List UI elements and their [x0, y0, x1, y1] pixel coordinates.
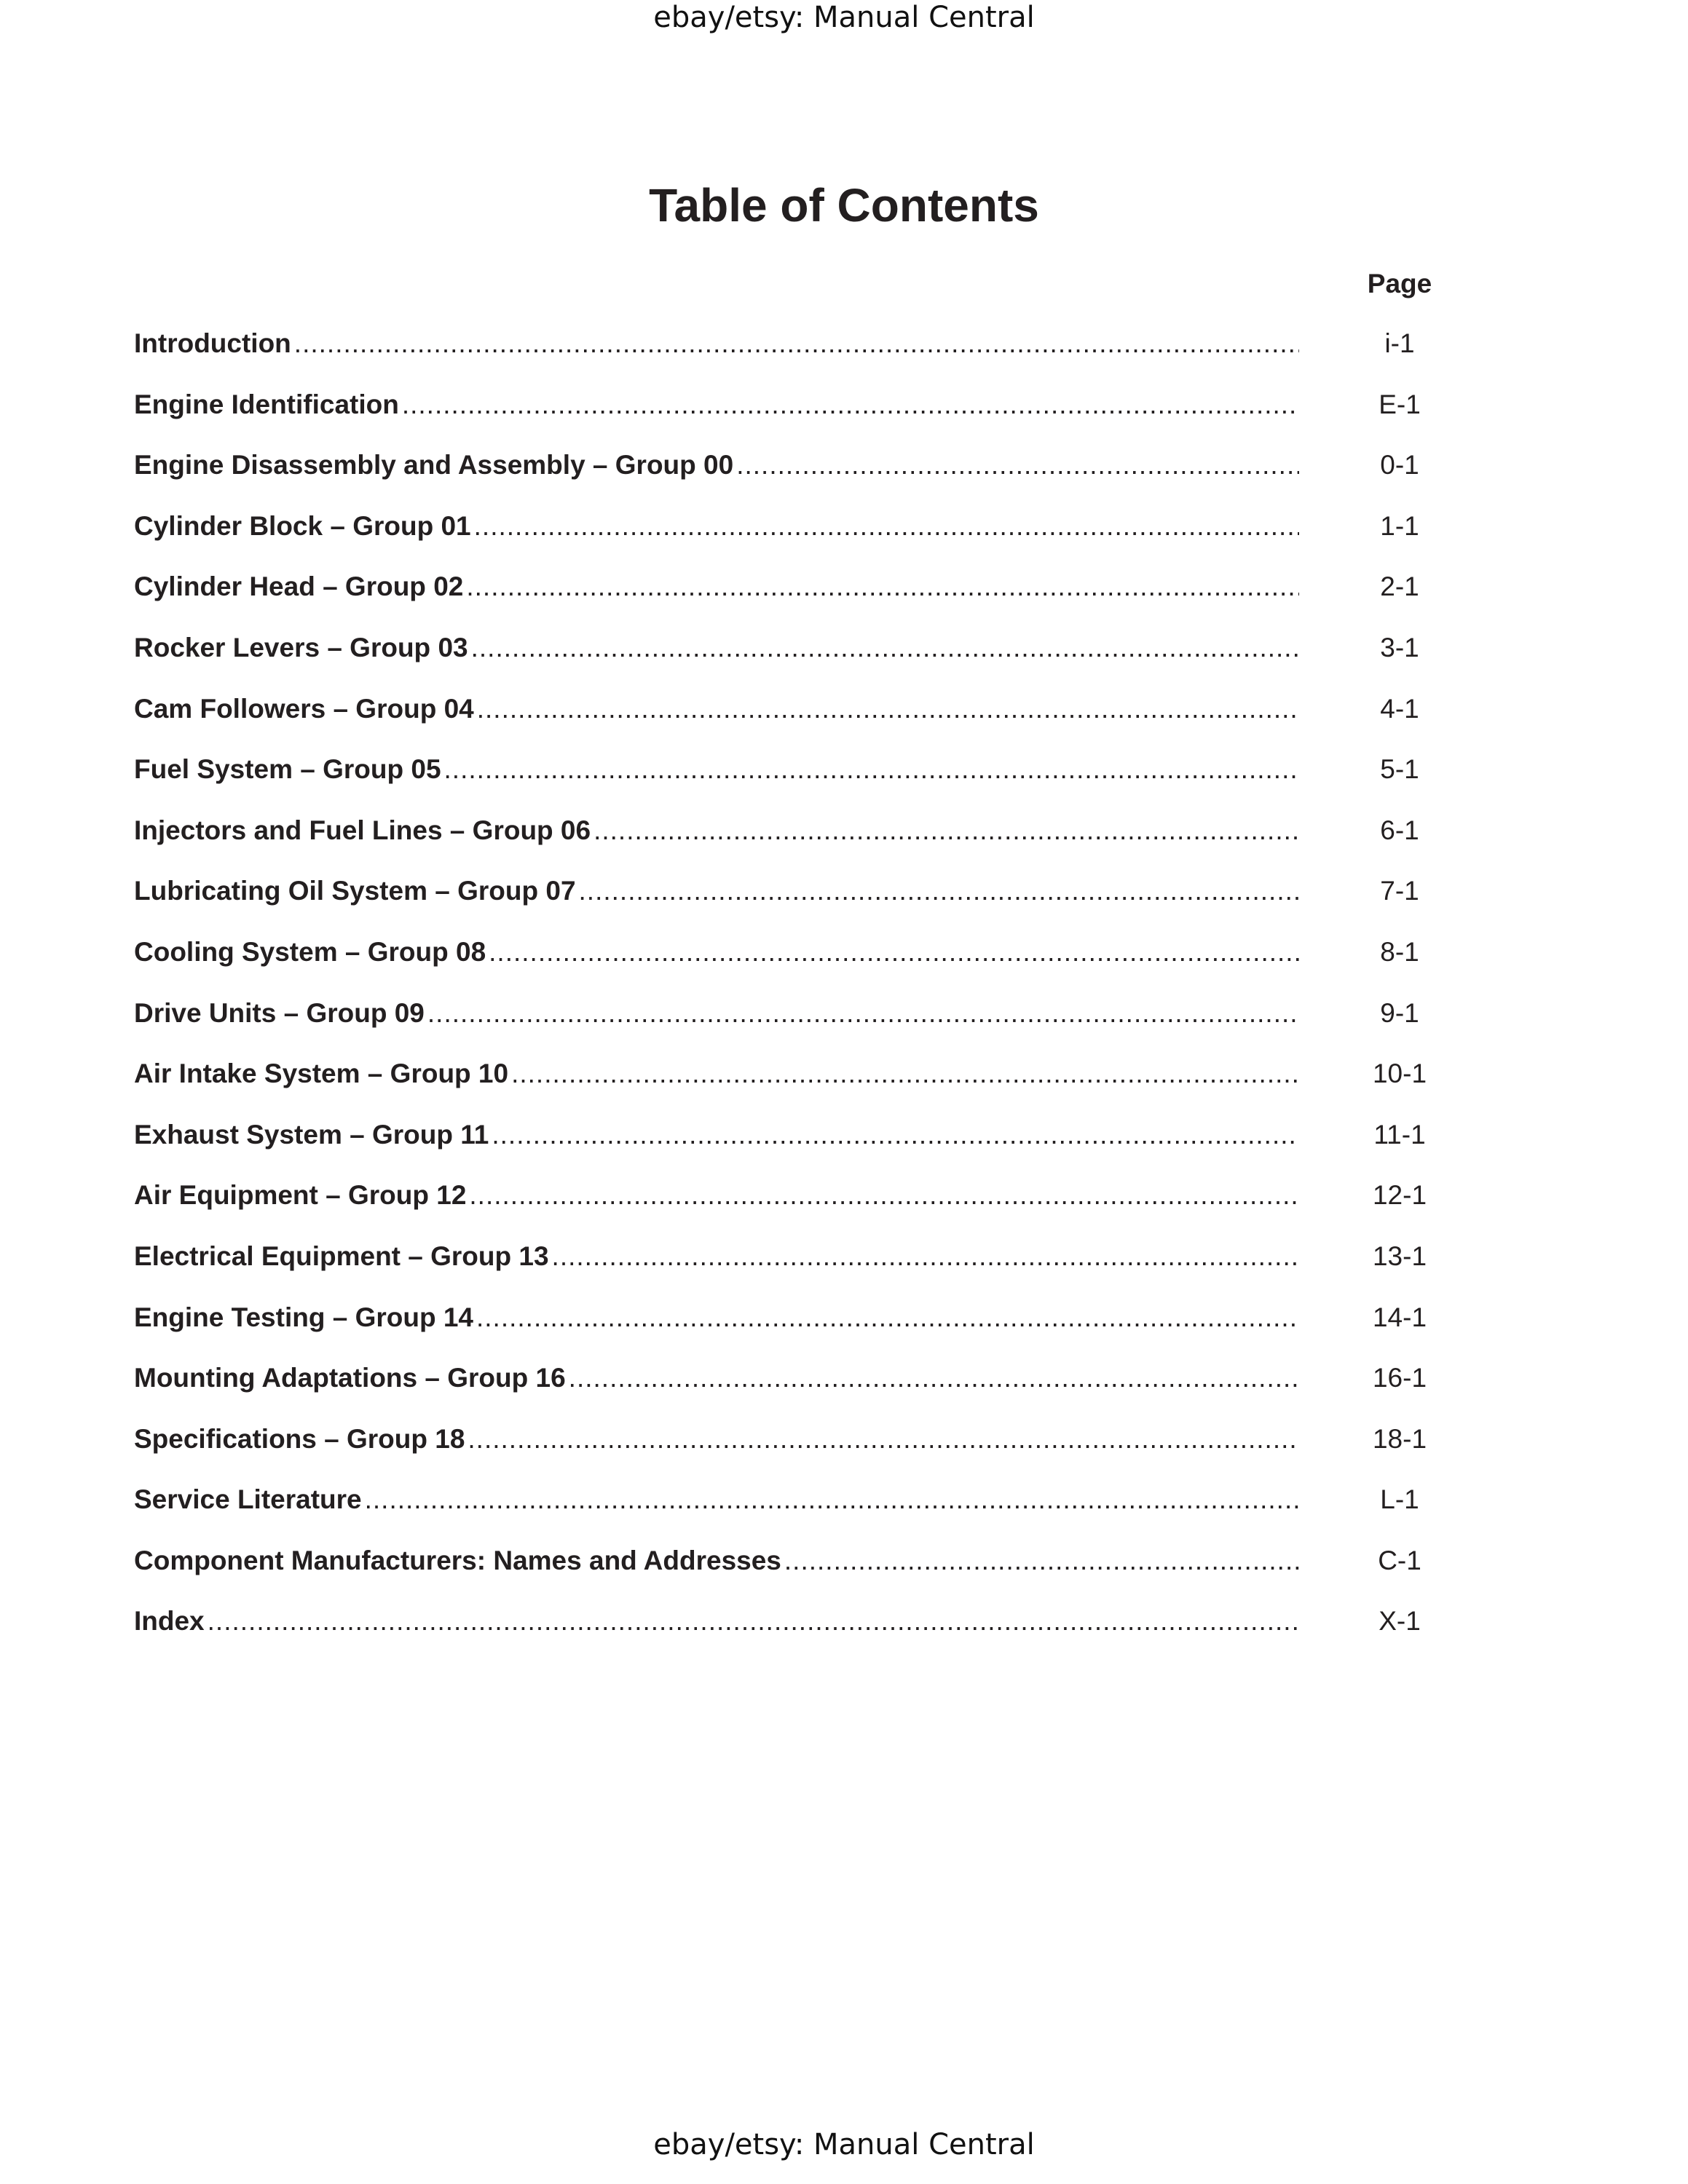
toc-entry-title: Air Equipment – Group 12 [134, 1179, 469, 1211]
dot-leader [736, 449, 1299, 481]
dot-leader [208, 1605, 1299, 1637]
toc-list [134, 328, 1474, 1666]
toc-entry-title: Engine Disassembly and Assembly – Group 00 [134, 449, 736, 481]
toc-entry-page: 16-1 [1372, 1363, 1427, 1393]
toc-entry-title: Component Manufacturers: Names and Addresses [134, 1545, 784, 1577]
dot-leader [471, 632, 1299, 664]
toc-entry-page: 1-1 [1380, 510, 1419, 541]
toc-entry-title: Specifications – Group 18 [134, 1423, 468, 1455]
toc-entry-page: L-1 [1380, 1484, 1419, 1515]
toc-entry-title: Cooling System – Group 08 [134, 936, 489, 968]
dot-leader [593, 815, 1299, 847]
toc-entry-page: 13-1 [1372, 1241, 1427, 1271]
toc-entry-page: 8-1 [1380, 936, 1419, 967]
toc-entry-page: C-1 [1378, 1545, 1421, 1575]
toc-entry-title: Rocker Levers – Group 03 [134, 632, 471, 664]
toc-entry-group-11[interactable] [134, 1119, 1474, 1180]
toc-entry-group-07[interactable] [134, 875, 1474, 936]
dot-leader [579, 875, 1299, 907]
dot-leader [444, 753, 1299, 786]
toc-entry-index[interactable] [134, 1605, 1474, 1666]
dot-leader [552, 1241, 1299, 1273]
toc-entry-introduction[interactable] [134, 328, 1474, 389]
dot-leader [365, 1484, 1299, 1516]
toc-entry-page: 14-1 [1372, 1302, 1427, 1332]
toc-entry-group-01[interactable] [134, 510, 1474, 571]
toc-entry-page: 6-1 [1380, 815, 1419, 845]
toc-entry-title: Fuel System – Group 05 [134, 753, 444, 786]
page-title: Table of Contents [649, 178, 1039, 232]
toc-entry-component-manufacturers[interactable] [134, 1545, 1474, 1606]
toc-entry-page: 7-1 [1380, 876, 1419, 906]
dot-leader [474, 510, 1299, 542]
toc-entry-group-05[interactable] [134, 753, 1474, 815]
dot-leader [468, 1423, 1299, 1455]
dot-leader [492, 1119, 1299, 1151]
toc-entry-page: 9-1 [1380, 997, 1419, 1028]
toc-entry-title: Engine Identification [134, 389, 402, 421]
toc-entry-group-12[interactable] [134, 1179, 1474, 1241]
dot-leader [466, 571, 1299, 603]
toc-entry-page: 10-1 [1372, 1059, 1427, 1089]
toc-entry-title: Mounting Adaptations – Group 16 [134, 1362, 569, 1394]
toc-entry-group-18[interactable] [134, 1423, 1474, 1484]
toc-entry-group-09[interactable] [134, 997, 1474, 1059]
dot-leader [476, 1302, 1299, 1334]
toc-entry-title: Cylinder Block – Group 01 [134, 510, 474, 542]
toc-entry-title: Engine Testing – Group 14 [134, 1302, 476, 1334]
toc-entry-page: i-1 [1384, 328, 1415, 358]
dot-leader [294, 328, 1299, 360]
toc-entry-group-08[interactable] [134, 936, 1474, 997]
watermark-top: ebay/etsy: Manual Central [653, 1, 1035, 34]
dot-leader [784, 1545, 1299, 1577]
toc-entry-service-literature[interactable] [134, 1484, 1474, 1545]
toc-entry-group-00[interactable] [134, 449, 1474, 510]
watermark-bottom: ebay/etsy: Manual Central [653, 2128, 1035, 2161]
dot-leader [477, 693, 1299, 725]
toc-entry-title: Drive Units – Group 09 [134, 997, 427, 1029]
toc-entry-title: Service Literature [134, 1484, 365, 1516]
toc-entry-title: Cam Followers – Group 04 [134, 693, 477, 725]
toc-entry-engine-identification[interactable] [134, 389, 1474, 450]
toc-entry-title: Introduction [134, 328, 294, 360]
toc-entry-title: Index [134, 1605, 208, 1637]
toc-entry-page: 3-1 [1380, 632, 1419, 662]
toc-entry-page: 0-1 [1380, 450, 1419, 480]
toc-entry-title: Air Intake System – Group 10 [134, 1058, 511, 1090]
toc-entry-title: Exhaust System – Group 11 [134, 1119, 492, 1151]
toc-entry-group-04[interactable] [134, 693, 1474, 754]
toc-entry-page: 4-1 [1380, 693, 1419, 724]
dot-leader [469, 1179, 1299, 1211]
dot-leader [569, 1362, 1299, 1394]
toc-entry-title: Cylinder Head – Group 02 [134, 571, 466, 603]
toc-entry-title: Lubricating Oil System – Group 07 [134, 875, 579, 907]
toc-entry-page: 18-1 [1372, 1423, 1427, 1454]
dot-leader [511, 1058, 1299, 1090]
page-column-header: Page [1367, 269, 1432, 298]
toc-entry-group-06[interactable] [134, 815, 1474, 876]
toc-entry-group-13[interactable] [134, 1241, 1474, 1302]
toc-entry-title: Electrical Equipment – Group 13 [134, 1241, 552, 1273]
toc-entry-page: E-1 [1379, 389, 1421, 419]
toc-entry-group-14[interactable] [134, 1302, 1474, 1363]
toc-entry-group-16[interactable] [134, 1362, 1474, 1423]
toc-entry-group-03[interactable] [134, 632, 1474, 693]
toc-entry-group-02[interactable] [134, 571, 1474, 632]
dot-leader [489, 936, 1299, 968]
dot-leader [427, 997, 1299, 1029]
toc-entry-page: 11-1 [1373, 1119, 1426, 1150]
toc-entry-page: 2-1 [1380, 571, 1419, 602]
toc-entry-page: X-1 [1379, 1606, 1421, 1637]
dot-leader [402, 389, 1299, 421]
toc-entry-group-10[interactable] [134, 1058, 1474, 1119]
toc-entry-page: 5-1 [1380, 754, 1419, 785]
toc-entry-page: 12-1 [1372, 1180, 1427, 1211]
toc-entry-title: Injectors and Fuel Lines – Group 06 [134, 815, 593, 847]
